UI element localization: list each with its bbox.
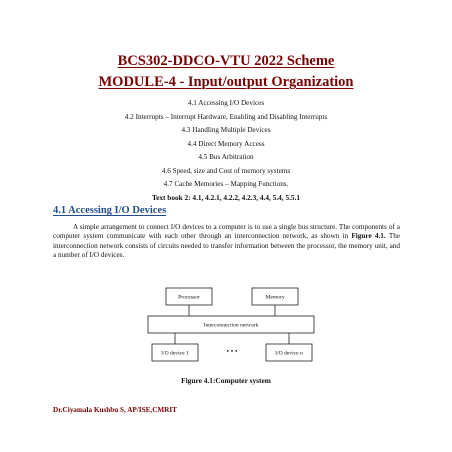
figure-caption: Figure 4.1:Computer system [181,376,271,385]
section-heading: 4.1 Accessing I/O Devices [53,205,167,216]
author-footer: Dr.Ciyamala Kushbu S, AP/ISE,CMRIT [53,406,177,414]
paragraph-text-2: The interconnection network consists of circuits needed to transfer information between the processor, the memory unit, and a number of I/O devices. [53,232,401,260]
toc-item-4-1: 4.1 Accessing I/O Devices [187,99,265,107]
io-device-n-label: I/O device n [275,350,303,357]
paragraph-text-1: A simple arrangement to connect I/O devices to a computer is to use a single bus structure. The components of a computer system communicate with each other through an interconnection network, as shown in [53,223,400,241]
network-label: Interconnection network [203,322,259,329]
toc-item-4-7: 4.7 Cache Memories – Mapping Functions. [163,180,289,188]
computer-system-diagram [146,284,316,370]
toc-item-4-4: 4.4 Direct Memory Access [187,140,265,148]
toc-item-4-2: 4.2 Interrupts – Interrupt Hardware, Enabling and Disabling Interrupts [124,113,328,121]
module-title: MODULE-4 - Input/output Organization [98,74,354,90]
io-device-1-label: I/O device 1 [161,350,189,357]
document-title: BCS302-DDCO-VTU 2022 Scheme [117,53,335,69]
figure-reference: Figure 4.1. [351,232,386,241]
toc-item-4-6: 4.6 Speed, size and Cost of memory systems [161,167,291,175]
toc-item-4-5: 4.5 Bus Arbitration [198,153,254,161]
textbook-reference: Text book 2: 4.1, 4.2.1, 4.2.2, 4.2.3, 4.4, 5.4, 5.5.1 [151,193,301,202]
body-paragraph [53,223,400,261]
processor-label: Processor [178,294,200,301]
toc-item-4-3: 4.3 Handling Multiple Devices [181,126,271,134]
ellipsis-dots: • • • [226,347,238,356]
memory-label: Memory [265,294,285,301]
